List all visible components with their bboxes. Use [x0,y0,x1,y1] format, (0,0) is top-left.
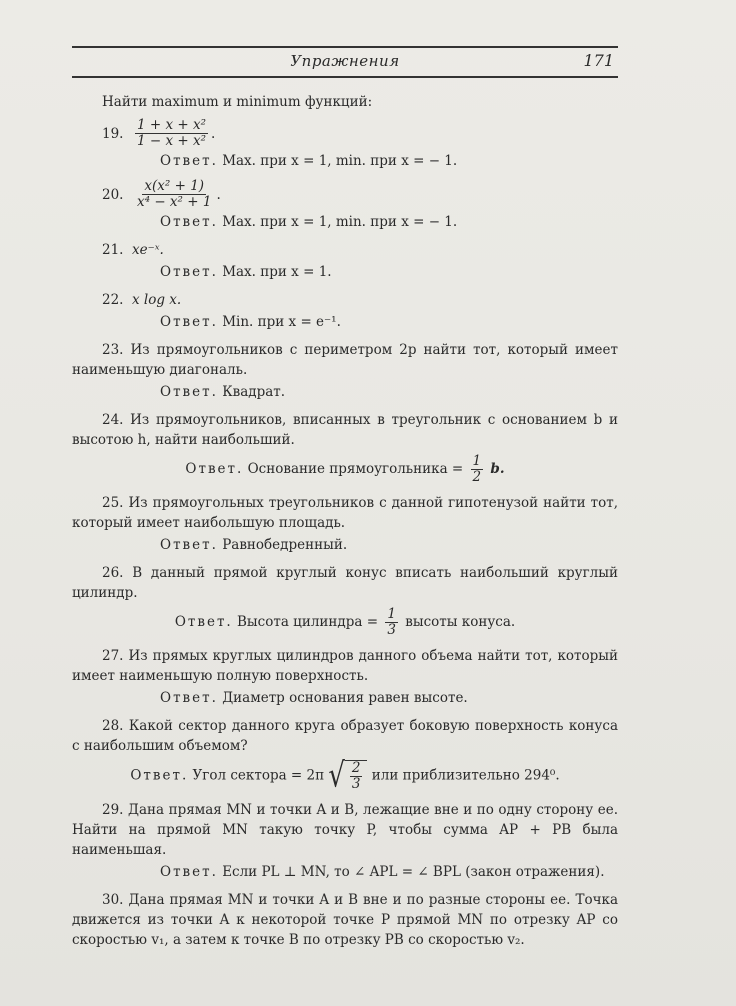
fraction-denominator: x⁴ − x² + 1 [137,194,212,210]
radical-sign-icon: √ [328,756,345,796]
answer-text: Равнобедренный. [222,537,348,553]
answer-label: Ответ. [130,767,189,784]
answer-label: Ответ. [160,384,218,400]
fraction-numerator: 1 [387,606,396,622]
answer-text: Основание прямоугольника = [247,461,464,477]
fraction [135,118,208,149]
problem-28: 28. Какой сектор данного круга образует боковую поверхность конуса с наибольшим объемом? [72,718,618,754]
exercise-20: 20. $\frac{\text{x(x² + 1)}}{\text{x⁴ − x² + 1}}$ . [102,178,221,210]
fraction-denominator: 1 − x + x² [137,133,207,149]
page-header [72,46,618,78]
square-root [328,756,367,796]
answer-19 [160,151,618,171]
problem-25: 25. Из прямоугольных треугольников с данной гипотенузой найти тот, который имеет наибольшую площадь. [72,495,618,531]
problem-27: 27. Из прямых круглых цилиндров данного объема найти тот, который имеет наименьшую полную поверхность. [72,648,618,684]
answer-24 [72,454,618,485]
intro-text: Найти maximum и minimum функций: [102,94,373,110]
answer-label: Ответ. [160,264,218,280]
fraction-numerator: 1 + x + x² [137,117,207,133]
page-content [72,92,618,952]
answer-text-tail: b. [490,461,505,477]
answer-text: Диаметр основания равен высоте. [222,690,468,706]
answer-27 [160,688,618,708]
problem-23: 23. Из прямоугольников с периметром 2p найти тот, который имеет наименьшую диагональ. [72,342,618,378]
answer-29 [160,862,618,882]
fraction [385,607,398,638]
answer-text-tail: высоты конуса. [405,614,516,630]
fraction-numerator: x(x² + 1) [144,178,205,194]
fraction-denominator: 3 [387,622,396,638]
answer-label: Ответ. [160,864,218,880]
exercise-22 [102,290,618,310]
answer-text-tail: или приблизительно 294⁰. [371,767,560,784]
fraction [350,761,363,792]
fraction-denominator: 2 [472,469,482,485]
exercise-expression: x log x. [132,292,182,308]
fraction [471,454,484,485]
problem-26: 26. В данный прямой круглый конус вписать наибольший круглый цилиндр. [72,565,618,601]
fraction-numerator: 2 [351,760,361,776]
exercise-number: 20. [102,186,124,203]
answer-25 [160,535,618,555]
answer-28 [72,756,618,796]
answer-label: Ответ. [160,690,218,706]
answer-text: Min. при x = e⁻¹. [222,314,341,330]
answer-label: Ответ. [160,214,218,230]
answer-22 [160,312,618,332]
page-number: 171 [583,51,614,70]
answer-text: Max. при x = 1, min. при x = − 1. [222,153,458,169]
exercise-number: 22. [102,292,124,308]
answer-text: Высота цилиндра = [237,614,379,630]
fraction [135,179,213,210]
header-title: Упражнения [290,52,400,70]
answer-label: Ответ. [160,537,218,553]
answer-label: Ответ. [160,314,218,330]
exercise-19: 19. $\frac{\text{1 + x + x²}}{\text{1 − x + x²}}$ . [102,117,216,149]
exercise-21 [102,240,618,260]
answer-text: Max. при x = 1, min. при x = − 1. [222,214,458,230]
answer-text: Угол сектора = 2π [192,767,325,784]
fraction-numerator: 1 [472,453,482,469]
exercise-number: 21. [102,242,124,258]
answer-text: Max. при x = 1. [222,264,332,280]
problem-29: 29. Дана прямая MN и точки A и B, лежащие вне и по одну сторону ее. Найти на прямой MN такую точку P, чтобы сумма AP + PB была наименьшая. [72,802,618,858]
answer-21 [160,262,618,282]
answer-26 [72,607,618,638]
answer-text: Квадрат. [222,384,286,400]
answer-label: Ответ. [160,153,218,169]
answer-20 [160,212,618,232]
fraction-denominator: 3 [351,776,361,792]
exercise-expression: xe⁻ˣ. [132,242,164,258]
answer-23 [160,382,618,402]
problem-30: 30. Дана прямая MN и точки A и B вне и по разные стороны ее. Точка движется из точки A к некоторой точке P прямой MN по отрезку AP со скоростью v₁, а затем к точке B по отрезку PB со скоростью v₂. [72,892,618,948]
answer-label: Ответ. [174,614,233,630]
answer-label: Ответ. [185,461,244,477]
exercise-number: 19. [102,125,124,142]
problem-24: 24. Из прямоугольников, вписанных в треугольник с основанием b и высотою h, найти наибольший. [72,412,618,448]
answer-text: Если PL ⊥ MN, то ∠ APL = ∠ BPL (закон отражения). [222,864,605,880]
